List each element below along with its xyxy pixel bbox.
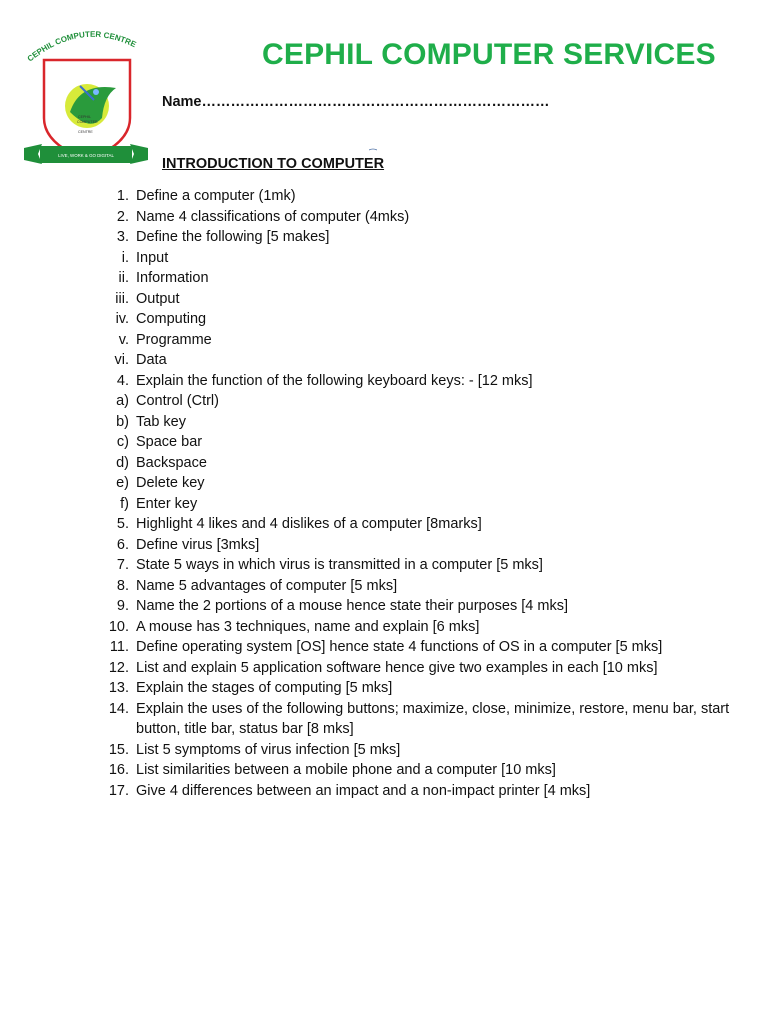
question-text: State 5 ways in which virus is transmitted in a computer [5 mks] bbox=[136, 557, 543, 573]
question-text: Control (Ctrl) bbox=[136, 393, 219, 409]
question-number: e) bbox=[116, 475, 129, 491]
question-number: ii. bbox=[118, 270, 129, 286]
question-number: 15. bbox=[108, 741, 129, 758]
question-text: Information bbox=[136, 270, 209, 286]
question-text: Give 4 differences between an impact and a non-impact printer [4 mks] bbox=[136, 782, 591, 799]
question-item bbox=[96, 658, 756, 679]
question-number: b) bbox=[116, 413, 129, 430]
question-item bbox=[96, 678, 756, 699]
question-item bbox=[96, 432, 756, 453]
question-text: List 5 symptoms of virus infection [5 mks] bbox=[136, 741, 401, 758]
question-item bbox=[96, 535, 756, 556]
question-item bbox=[96, 699, 756, 740]
question-item bbox=[96, 576, 756, 597]
question-text: Define the following [5 makes] bbox=[136, 229, 330, 245]
question-number: 14. bbox=[108, 700, 129, 717]
question-number: 16. bbox=[108, 762, 129, 778]
question-item bbox=[96, 596, 756, 617]
question-text: List similarities between a mobile phone and a computer [10 mks] bbox=[136, 762, 556, 778]
question-text: Name the 2 portions of a mouse hence state their purposes [4 mks] bbox=[136, 598, 569, 614]
question-number: iv. bbox=[115, 311, 129, 327]
question-text: Computing bbox=[136, 311, 207, 327]
question-text: Space bar bbox=[136, 434, 203, 450]
question-item bbox=[96, 391, 756, 412]
question-text: Define operating system [OS] hence state 4 functions of OS in a computer [5 mks] bbox=[136, 639, 663, 655]
question-item bbox=[96, 227, 756, 248]
cephil-logo bbox=[20, 22, 152, 172]
question-item bbox=[96, 494, 756, 515]
question-number: i. bbox=[121, 249, 129, 266]
question-item bbox=[96, 371, 756, 392]
question-number: 2. bbox=[116, 208, 129, 225]
question-number: iii. bbox=[115, 290, 129, 307]
question-number: 7. bbox=[116, 557, 129, 573]
question-number: d) bbox=[116, 454, 129, 471]
question-item bbox=[96, 309, 756, 330]
question-text: Define virus [3mks] bbox=[136, 536, 260, 553]
question-number: 5. bbox=[116, 516, 129, 532]
question-text: Explain the stages of computing [5 mks] bbox=[136, 680, 393, 696]
name-field-label: Name……………………………………………………………… bbox=[162, 94, 550, 110]
question-text: A mouse has 3 techniques, name and explain [6 mks] bbox=[136, 618, 480, 635]
question-text: Tab key bbox=[136, 413, 186, 430]
question-text: Programme bbox=[136, 331, 212, 348]
question-number: 9. bbox=[116, 598, 129, 614]
logo-banner-text: LIVE, WORK & GO DIGITAL bbox=[58, 153, 114, 158]
question-text: Name 4 classifications of computer (4mks) bbox=[136, 208, 410, 225]
question-item bbox=[96, 248, 756, 269]
question-text: Name 5 advantages of computer [5 mks] bbox=[136, 577, 398, 594]
question-item bbox=[96, 514, 756, 535]
question-number: 1. bbox=[116, 188, 129, 204]
question-number: a) bbox=[116, 393, 129, 409]
question-text: Enter key bbox=[136, 495, 198, 512]
question-number: c) bbox=[116, 434, 129, 450]
question-number: 6. bbox=[116, 536, 129, 553]
question-item bbox=[96, 412, 756, 433]
question-number: vi. bbox=[114, 352, 129, 368]
logo-inner-text-3: CENTRE bbox=[78, 130, 93, 134]
question-item bbox=[96, 289, 756, 310]
question-item bbox=[96, 473, 756, 494]
question-item bbox=[96, 637, 756, 658]
question-text: List and explain 5 application software hence give two examples in each [10 mks] bbox=[136, 659, 658, 676]
stray-mark bbox=[369, 148, 377, 151]
question-number: 3. bbox=[116, 229, 129, 245]
question-item bbox=[96, 740, 756, 761]
question-number: 17. bbox=[108, 782, 129, 799]
question-item bbox=[96, 350, 756, 371]
question-item bbox=[96, 186, 756, 207]
question-number: v. bbox=[118, 331, 129, 348]
question-item bbox=[96, 268, 756, 289]
logo-inner-text-2: COMPUTER bbox=[77, 120, 98, 124]
question-item bbox=[96, 330, 756, 351]
question-number: 4. bbox=[116, 372, 129, 389]
question-text: Explain the uses of the following buttons; maximize, close, minimize, restore, menu bar, start button, title bar, status bar [8 mks] bbox=[136, 700, 730, 737]
question-number: 13. bbox=[108, 680, 129, 696]
question-item bbox=[96, 781, 756, 802]
question-text: Input bbox=[136, 249, 169, 266]
question-text: Data bbox=[136, 352, 167, 368]
question-item bbox=[96, 453, 756, 474]
question-item bbox=[96, 555, 756, 576]
section-heading: INTRODUCTION TO COMPUTER bbox=[162, 156, 385, 172]
question-number: f) bbox=[120, 495, 129, 512]
question-text: Define a computer (1mk) bbox=[136, 188, 296, 204]
question-text: Delete key bbox=[136, 475, 205, 491]
question-number: 8. bbox=[116, 577, 129, 594]
question-number: 10. bbox=[108, 618, 129, 635]
document-title: CEPHIL COMPUTER SERVICES bbox=[262, 38, 716, 71]
logo-inner-text-1: CEPHIL bbox=[78, 115, 91, 119]
question-text: Backspace bbox=[136, 454, 207, 471]
svg-text:CEPHIL COMPUTER CENTRE bbox=[26, 30, 138, 64]
question-item bbox=[96, 760, 756, 781]
question-text: Highlight 4 likes and 4 dislikes of a computer [8marks] bbox=[136, 516, 482, 532]
logo-arc-text: CEPHIL COMPUTER CENTRE bbox=[25, 29, 138, 64]
question-list bbox=[96, 186, 756, 801]
question-item bbox=[96, 207, 756, 228]
question-item bbox=[96, 617, 756, 638]
question-text: Explain the function of the following keyboard keys: - [12 mks] bbox=[136, 372, 533, 389]
question-text: Output bbox=[136, 290, 180, 307]
question-number: 12. bbox=[108, 659, 129, 676]
question-number: 11. bbox=[109, 639, 129, 655]
